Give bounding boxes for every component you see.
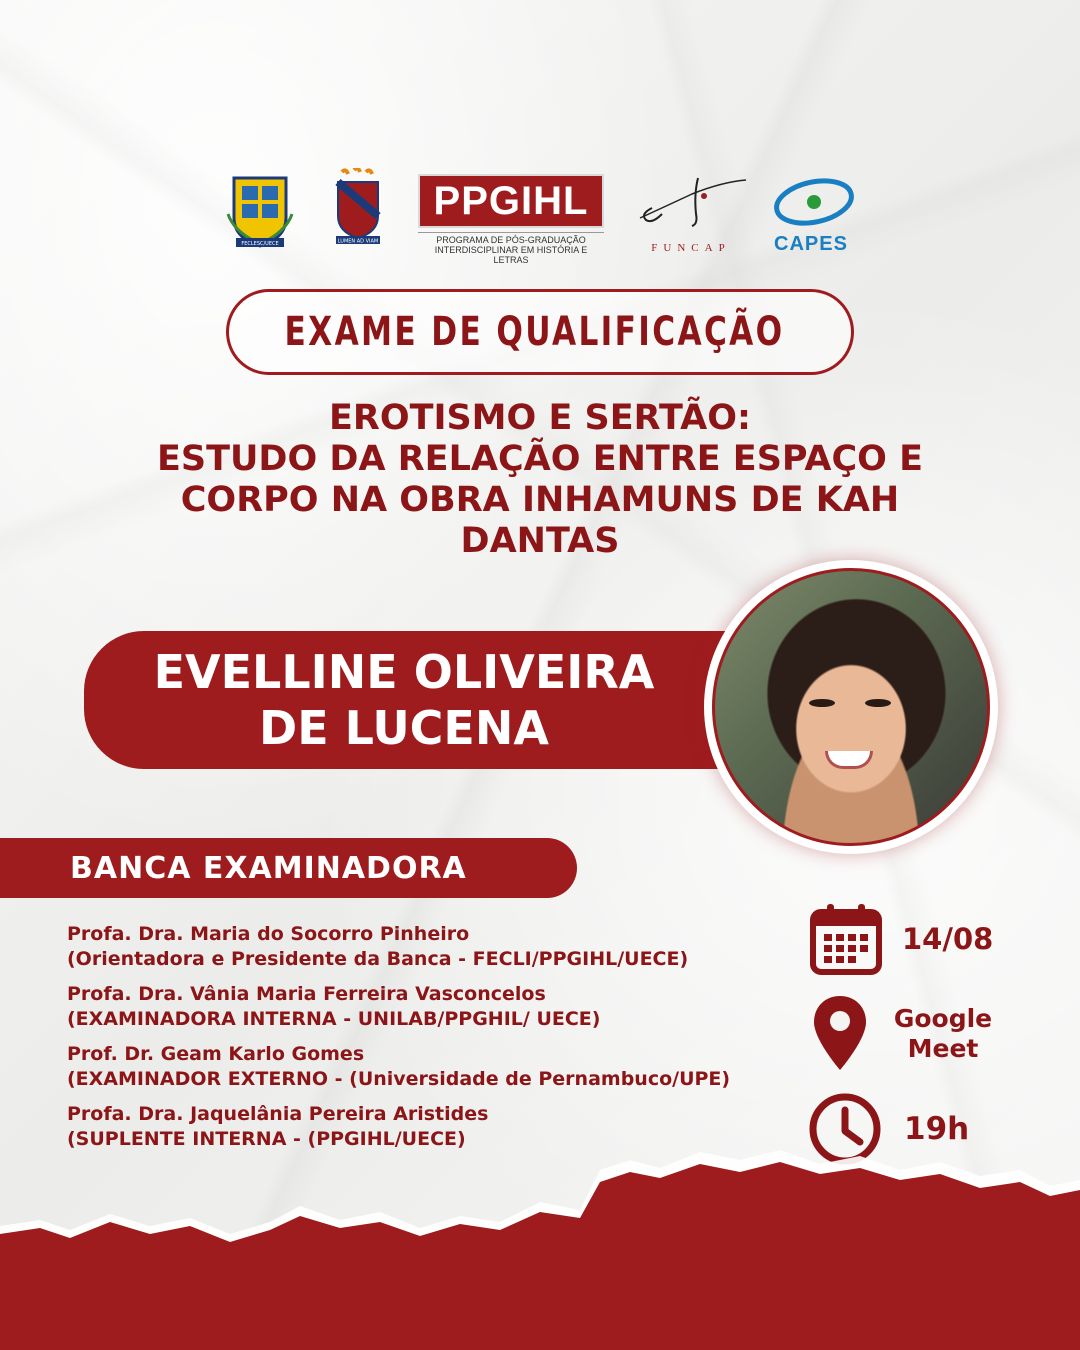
- svg-text:FECLESC/UECE: FECLESC/UECE: [241, 241, 279, 247]
- location-text: Google Meet: [893, 1004, 993, 1063]
- examiner-name: Prof. Dr. Geam Karlo Gomes: [67, 1043, 365, 1065]
- location-pin-icon: [812, 994, 868, 1074]
- ppgihl-title: PPGIHL: [418, 174, 604, 228]
- torn-paper-footer: [0, 1130, 1080, 1350]
- examiner-name: Profa. Dra. Maria do Socorro Pinheiro: [67, 923, 470, 945]
- capes-logo: [770, 172, 860, 256]
- time-text: 19h: [904, 1111, 970, 1147]
- photo-detail: [809, 699, 835, 707]
- banca-title: BANCA EXAMINADORA: [70, 850, 467, 886]
- photo-detail: [825, 751, 873, 769]
- thesis-title-line: CORPO NA OBRA INHAMUNS DE KAH: [180, 480, 900, 520]
- thesis-title-line: EROTISMO E SERTÃO:: [328, 398, 752, 438]
- calendar-icon: [810, 902, 882, 976]
- examiner-role: (EXAMINADOR EXTERNO - (Universidade de Pernambuco/UPE): [67, 1068, 731, 1090]
- fecli-logo: [226, 174, 294, 250]
- funcap-logo: [632, 174, 750, 256]
- exam-title-pill: [226, 289, 854, 375]
- ppgihl-logo: [418, 174, 604, 265]
- thesis-title-line: DANTAS: [460, 521, 620, 561]
- logos-row: [0, 168, 1080, 265]
- exam-title: EXAME DE QUALIFICAÇÃO: [284, 309, 786, 355]
- candidate-name-line2: DE LUCENA: [259, 701, 549, 755]
- event-location: [812, 994, 998, 1074]
- examiner-name: Profa. Dra. Jaquelânia Pereira Aristides: [67, 1103, 489, 1125]
- examiner-role: (Orientadora e Presidente da Banca - FECLI/PPGIHL/UECE): [67, 948, 689, 970]
- candidate-name-line1: EVELLINE OLIVEIRA: [153, 645, 655, 699]
- uece-logo: [332, 168, 384, 246]
- candidate-photo: [712, 568, 990, 846]
- thesis-title: [90, 398, 990, 562]
- examiner-role: (EXAMINADORA INTERNA - UNILAB/PPGHIL/ UECE): [67, 1008, 601, 1030]
- capes-label: CAPES: [774, 233, 848, 255]
- examiner-list: [67, 922, 807, 1162]
- photo-detail: [865, 699, 891, 707]
- event-date: [810, 902, 993, 976]
- candidate-name-banner: [84, 631, 744, 769]
- list-item: [67, 1042, 807, 1092]
- list-item: [67, 922, 807, 972]
- funcap-label: FUNCAP: [651, 242, 731, 254]
- date-text: 14/08: [902, 922, 994, 956]
- examiner-name: Profa. Dra. Vânia Maria Ferreira Vasconcelos: [67, 983, 546, 1005]
- examiner-role: (SUPLENTE INTERNA - (PPGIHL/UECE): [67, 1128, 466, 1150]
- ppgihl-subtitle: PROGRAMA DE PÓS-GRADUAÇÃO INTERDISCIPLINAR EM HISTÓRIA E LETRAS: [418, 232, 604, 265]
- thesis-title-line: ESTUDO DA RELAÇÃO ENTRE ESPAÇO E: [157, 439, 923, 479]
- svg-text:LUMEN AD VIAM: LUMEN AD VIAM: [337, 238, 379, 245]
- list-item: [67, 982, 807, 1032]
- banca-header: [0, 838, 577, 898]
